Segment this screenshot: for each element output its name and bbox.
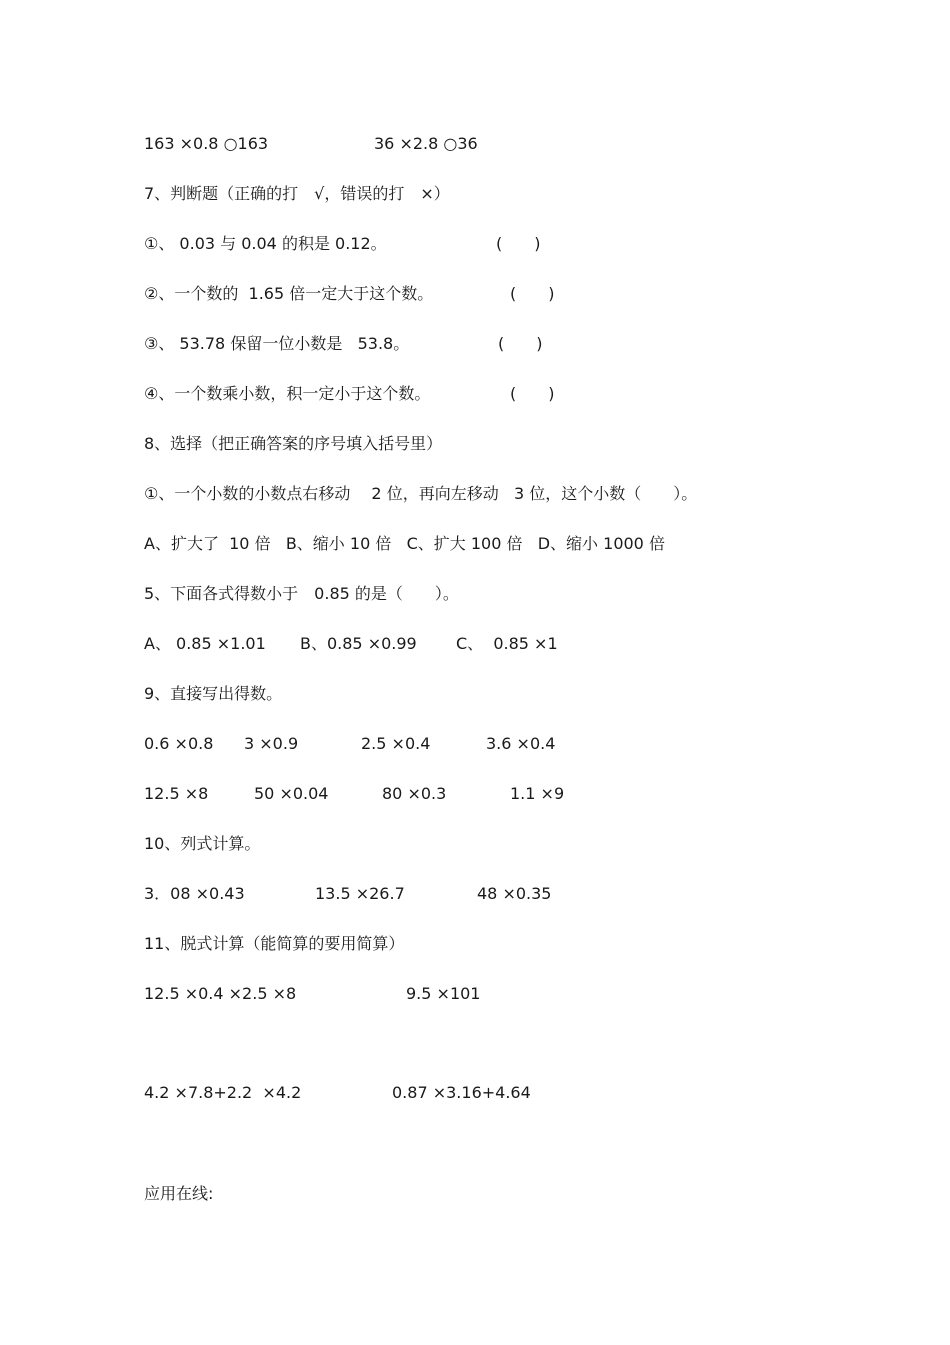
q8-item-1-options: A、扩大了 10 倍 B、缩小 10 倍 C、扩大 100 倍 D、缩小 1000 倍 <box>144 534 665 553</box>
q7-heading: 7、判断题（正确的打 √，错误的打 ×） <box>144 184 450 203</box>
compare-a: 163 ×0.8 ○163 <box>144 134 269 153</box>
q11-row-1 <box>144 982 481 1006</box>
q8-item-2: 5、下面各式得数小于 0.85 的是（ ）。 <box>144 584 459 603</box>
q9-expr: 0.6 ×0.8 <box>144 734 214 753</box>
application-heading: 应用在线: <box>144 1184 214 1203</box>
q11-row-2 <box>144 1081 531 1105</box>
q10-heading: 10、列式计算。 <box>144 834 261 853</box>
q7-item-4-text: ④、一个数乘小数，积一定小于这个数。 <box>144 384 431 403</box>
q10-expr: 3．08 ×0.43 <box>144 884 245 903</box>
q10-expr: 13.5 ×26.7 <box>315 884 405 903</box>
option-a: A、 0.85 ×1.01 <box>144 634 266 653</box>
q9-expr: 2.5 ×0.4 <box>361 734 431 753</box>
q7-item-2 <box>144 282 555 306</box>
q11-expr: 0.87 ×3.16+4.64 <box>392 1083 531 1102</box>
q7-item-1-text: ①、 0.03 与 0.04 的积是 0.12。 <box>144 234 387 253</box>
q7-item-4 <box>144 382 555 406</box>
q9-heading: 9、直接写出得数。 <box>144 684 283 703</box>
q7-item-3 <box>144 332 543 356</box>
q7-item-4-blank: ( ) <box>510 384 555 403</box>
q9-expr: 3 ×0.9 <box>244 734 299 753</box>
q7-item-1 <box>144 232 541 256</box>
compare-b: 36 ×2.8 ○36 <box>374 134 478 153</box>
q9-expr: 3.6 ×0.4 <box>486 734 556 753</box>
q10-expr: 48 ×0.35 <box>477 884 552 903</box>
q11-expr: 12.5 ×0.4 ×2.5 ×8 <box>144 984 297 1003</box>
q8-item-2-options <box>144 632 558 656</box>
compare-row <box>144 132 478 156</box>
option-b: B、0.85 ×0.99 <box>300 634 417 653</box>
option-c: C、 0.85 ×1 <box>456 634 558 653</box>
q11-expr: 4.2 ×7.8+2.2 ×4.2 <box>144 1083 302 1102</box>
q11-heading: 11、脱式计算（能简算的要用简算） <box>144 934 405 953</box>
q8-item-1: ①、一个小数的小数点右移动 2 位，再向左移动 3 位，这个小数（ ）。 <box>144 484 698 503</box>
q11-expr: 9.5 ×101 <box>406 984 481 1003</box>
q9-expr: 80 ×0.3 <box>382 784 447 803</box>
q7-item-2-text: ②、一个数的 1.65 倍一定大于这个数。 <box>144 284 434 303</box>
q7-item-3-text: ③、 53.78 保留一位小数是 53.8。 <box>144 334 410 353</box>
q7-item-1-blank: ( ) <box>496 234 541 253</box>
q9-row-1 <box>144 732 556 756</box>
q7-item-2-blank: ( ) <box>510 284 555 303</box>
q9-row-2 <box>144 782 565 806</box>
q9-expr: 12.5 ×8 <box>144 784 209 803</box>
q9-expr: 1.1 ×9 <box>510 784 565 803</box>
q7-item-3-blank: ( ) <box>498 334 543 353</box>
q9-expr: 50 ×0.04 <box>254 784 329 803</box>
q10-row <box>144 882 552 906</box>
q8-heading: 8、选择（把正确答案的序号填入括号里） <box>144 434 443 453</box>
